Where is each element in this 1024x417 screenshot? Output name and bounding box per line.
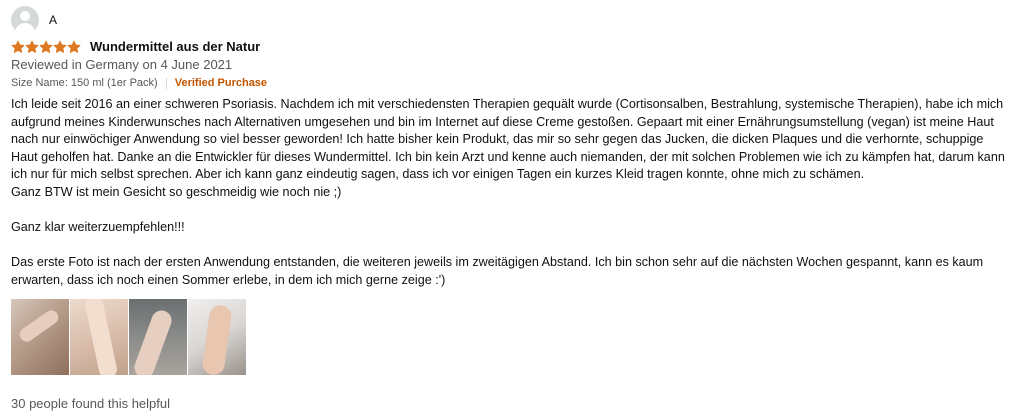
paragraph-gap [11, 237, 1011, 255]
review-photos [11, 299, 246, 375]
review-paragraph: Das erste Foto ist nach der ersten Anwendung entstanden, die weiteren jeweils im zweitägigen Abstand. Ich bin schon sehr auf die nächsten Wochen gespannt, kann es kaum erwarten, dass ich noch einen Sommer erlebe, in dem ich mich gerne zeige :') [11, 255, 984, 287]
reviewer-name[interactable]: A [49, 13, 58, 27]
star-icon [25, 40, 39, 54]
review-date: Reviewed in Germany on 4 June 2021 [11, 57, 233, 72]
review-photo-4[interactable] [188, 299, 246, 375]
paragraph-gap [11, 202, 1011, 220]
verified-purchase-badge: Verified Purchase [174, 77, 268, 89]
review-header [11, 39, 260, 54]
reviewer-profile[interactable] [11, 6, 57, 34]
star-icon [11, 40, 25, 54]
review-title[interactable]: Wundermittel aus der Natur [90, 39, 261, 54]
size-name[interactable]: Size Name: 150 ml (1er Pack) [11, 77, 158, 89]
review-meta [11, 77, 267, 89]
review-paragraph: Ganz BTW ist mein Gesicht so geschmeidig wie noch nie ;) [11, 184, 342, 199]
helpful-count: 30 people found this helpful [11, 396, 171, 411]
star-rating[interactable] [11, 40, 81, 54]
review-paragraph: Ganz klar weiterzuempfehlen!!! [11, 220, 185, 235]
divider [166, 78, 167, 89]
avatar[interactable] [11, 6, 39, 34]
review-body [11, 96, 1011, 290]
review-photo-2[interactable] [70, 299, 128, 375]
star-icon [67, 40, 81, 54]
star-icon [53, 40, 67, 54]
review-paragraph: Ich leide seit 2016 an einer schweren Psoriasis. Nachdem ich mit verschiedensten Therapien gequält wurde (Cortisonsalben, Bestrahlung, systemische Therapien), habe ich mich aufgrund meines Kinderwunsches nach Alternativen umgesehen und bin im Internet auf diese Creme gestoßen. Gepaart mit einer Ernährungsumstellung (vegan) ist meine Haut nach nur einwöchiger Anwendung so viel besser geworden! Ich hatte bisher kein Produkt, das mir so sehr gegen das Jucken, die dicken Plaques und die verhornte, schuppige Haut geholfen hat. Danke an die Entwickler für dieses Wundermittel. Ich bin kein Arzt und kenne auch niemanden, der mit solchen Problemen wie ich zu kämpfen hat, darum kann ich nur für mich selbst sprechen. Aber ich kann ganz eindeutig sagen, dass ich vor einigen Tagen ein kurzes Kleid tragen konnte, ohne mich zu schämen. [11, 97, 1005, 182]
review-photo-3[interactable] [129, 299, 187, 375]
avatar-head [20, 11, 30, 21]
review-photo-1[interactable] [11, 299, 69, 375]
avatar-body [15, 23, 35, 34]
star-icon [39, 40, 53, 54]
